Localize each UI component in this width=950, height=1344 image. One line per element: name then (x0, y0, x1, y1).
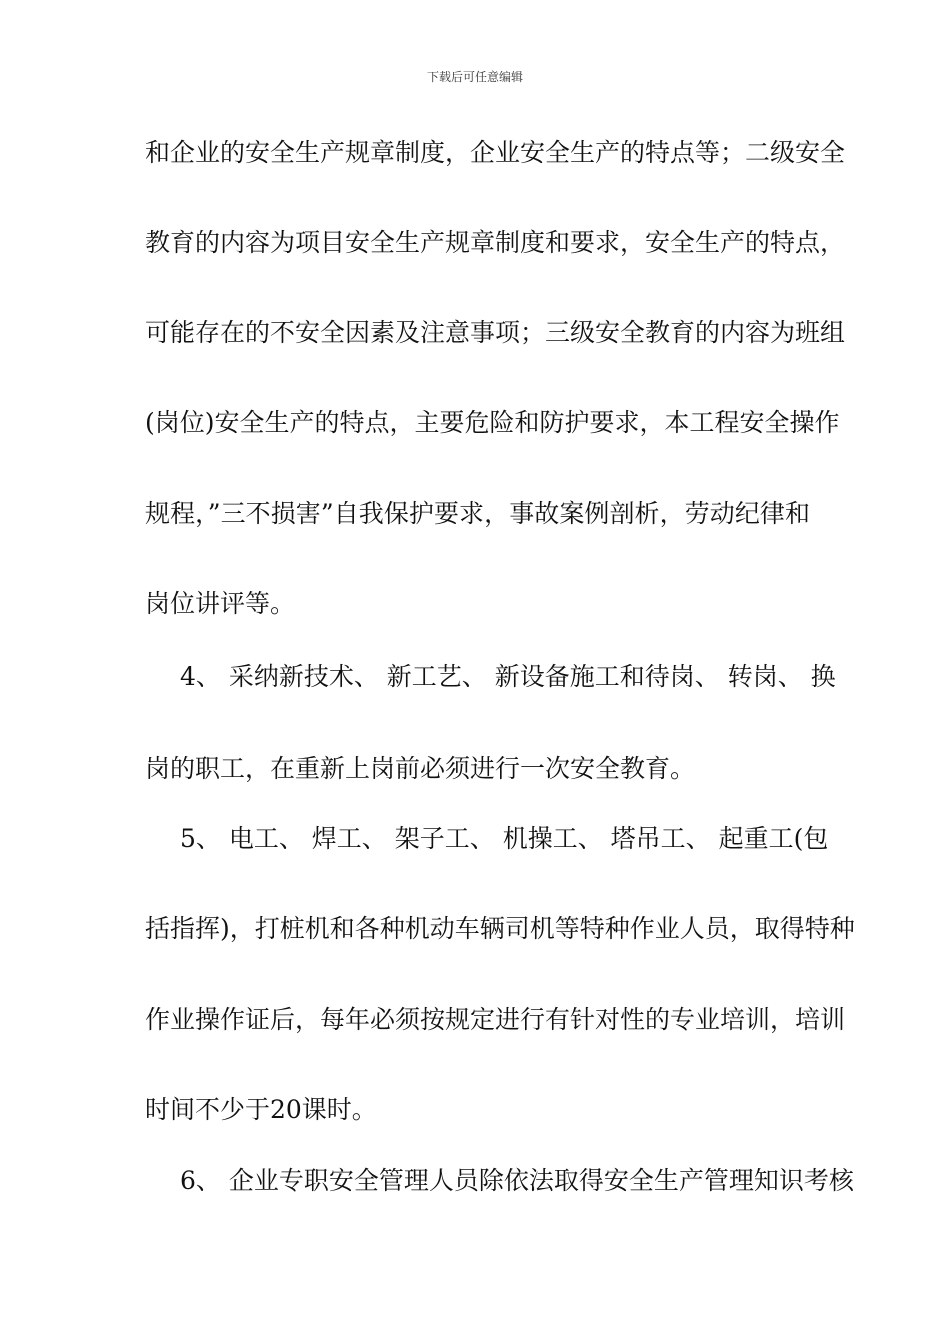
body-line-3: 可能存在的不安全因素及注意事项；三级安全教育的内容为班组 (145, 318, 846, 347)
body-line-1: 和企业的安全生产规章制度，企业安全生产的特点等；二级安全 (145, 138, 846, 167)
body-line-10: 括指挥)，打桩机和各种机动车辆司机等特种作业人员，取得特种 (145, 914, 855, 943)
page-header: 下载后可任意编辑 (426, 70, 523, 84)
body-line-6: 岗位讲评等。 (145, 589, 296, 618)
body-line-8: 岗的职工，在重新上岗前必须进行一次安全教育。 (145, 754, 696, 783)
list-item-4: 4、 采纳新技术、 新工艺、 新设备施工和待岗、 转岗、 换 (180, 662, 836, 691)
body-line-4: (岗位)安全生产的特点，主要危险和防护要求，本工程安全操作 (145, 408, 840, 437)
list-item-5: 5、 电工、 焊工、 架子工、 机操工、 塔吊工、 起重工(包 (180, 824, 829, 853)
body-line-11: 作业操作证后，每年必须按规定进行有针对性的专业培训，培训 (145, 1005, 846, 1034)
body-line-5: 规程，”三不损害”自我保护要求，事故案例剖析，劳动纪律和 (145, 499, 810, 528)
body-line-12: 时间不少于20课时。 (145, 1095, 377, 1124)
list-item-6: 6、 企业专职安全管理人员除依法取得安全生产管理知识考核 (180, 1166, 854, 1195)
body-line-2: 教育的内容为项目安全生产规章制度和要求，安全生产的特点， (145, 228, 846, 257)
